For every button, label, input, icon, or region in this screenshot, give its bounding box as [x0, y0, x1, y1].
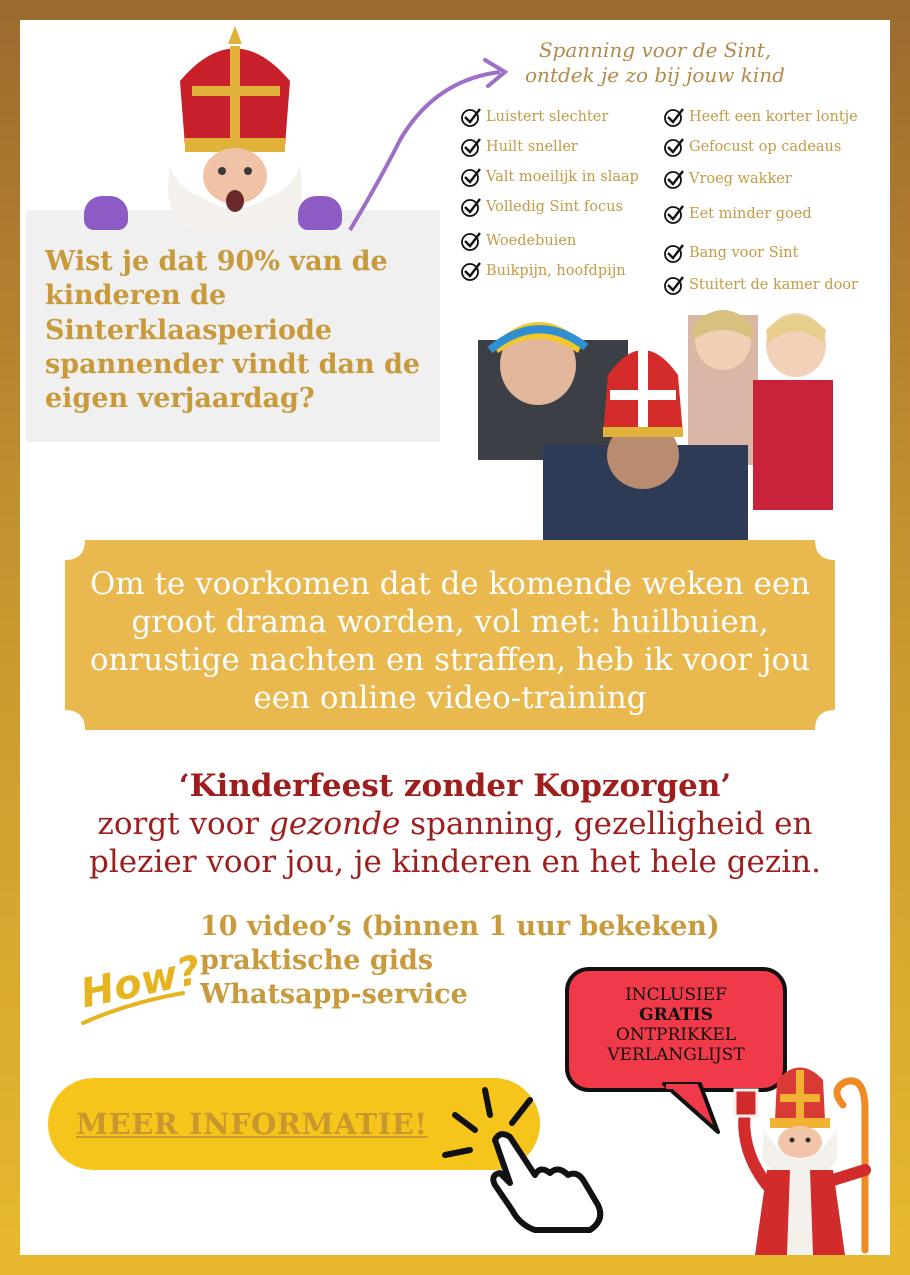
check-circle-icon	[663, 242, 685, 264]
cartoon-sinterklaas	[715, 1060, 885, 1255]
check-item	[460, 196, 623, 218]
fact-line: eigen verjaardag?	[45, 383, 315, 415]
slogan-emphasis: gezonde	[268, 805, 401, 842]
check-label: Bang voor Sint	[689, 245, 799, 261]
check-label: Huilt sneller	[486, 139, 578, 155]
left-glove	[84, 196, 128, 230]
check-circle-icon	[460, 260, 482, 282]
check-item	[460, 260, 626, 282]
check-label: Eet minder goed	[689, 206, 812, 222]
fact-text	[45, 245, 425, 416]
heading-line: ontdek je zo bij jouw kind	[525, 63, 785, 87]
bonus-line: GRATIS	[639, 1005, 713, 1026]
slogan-line	[60, 806, 850, 844]
how-label: How?	[76, 947, 205, 1018]
offer-banner-text	[80, 565, 820, 718]
banner-line: een online video-training	[253, 680, 647, 717]
bubble-tail	[660, 1084, 720, 1136]
bonus-line: VERLANGLIJST	[607, 1045, 745, 1066]
check-circle-icon	[460, 196, 482, 218]
banner-line: groot drama worden, vol met: huilbuien,	[131, 604, 769, 641]
fact-line: Wist je dat 90% van de	[45, 246, 388, 277]
pointing-hand-icon	[440, 1085, 610, 1235]
feature-item: 10 video’s (binnen 1 uur bekeken)	[200, 911, 720, 942]
check-item	[460, 136, 578, 158]
feature-item: praktische gids	[200, 944, 434, 976]
bonus-line: INCLUSIEF	[625, 985, 727, 1005]
kids-photo	[478, 295, 838, 545]
check-label: Buikpijn, hoofdpijn	[486, 263, 626, 279]
check-circle-icon	[663, 274, 685, 296]
check-item	[663, 203, 812, 225]
check-circle-icon	[663, 106, 685, 128]
fact-line: spannender vindt dan de	[45, 348, 421, 380]
slogan-line: plezier voor jou, je kinderen en het hele gezin.	[89, 843, 821, 880]
heading-line: Spanning voor de Sint,	[538, 38, 772, 62]
fact-line: Sinterklaasperiode	[45, 314, 333, 346]
check-item	[663, 168, 792, 190]
check-label: Gefocust op cadeaus	[689, 139, 842, 155]
banner-line: Om te voorkomen dat de komende weken een	[89, 566, 811, 602]
check-item	[663, 274, 858, 296]
check-label: Volledig Sint focus	[486, 199, 623, 215]
slogan-text: zorgt voor	[97, 805, 269, 842]
more-info-label[interactable]: MEER INFORMATIE!	[76, 1107, 428, 1141]
fact-line: kinderen de	[45, 280, 227, 312]
check-circle-icon	[663, 136, 685, 158]
check-label: Woedebuien	[486, 233, 577, 249]
check-circle-icon	[460, 166, 482, 188]
check-label: Heeft een korter lontje	[689, 109, 858, 125]
banner-line: onrustige nachten en straffen, heb ik voor jou	[89, 642, 811, 679]
check-label: Stuitert de kamer door	[689, 277, 858, 293]
checklist-heading	[490, 38, 820, 88]
feature-item: Whatsapp-service	[200, 978, 468, 1010]
how-doodle	[76, 938, 205, 1028]
check-circle-icon	[460, 136, 482, 158]
right-glove	[298, 196, 342, 230]
check-circle-icon	[460, 230, 482, 252]
training-title: ‘Kinderfeest zonder Kopzorgen’	[178, 768, 732, 804]
bonus-text	[569, 985, 783, 1065]
check-item	[460, 230, 576, 252]
training-slogan	[60, 768, 850, 881]
check-item	[460, 106, 608, 128]
check-label: Valt moeilijk in slaap	[486, 169, 639, 185]
check-item	[663, 106, 858, 128]
flyer	[20, 20, 890, 1255]
check-circle-icon	[460, 106, 482, 128]
check-label: Luistert slechter	[486, 109, 609, 125]
bonus-line: ONTPRIKKEL	[615, 1025, 737, 1046]
check-circle-icon	[663, 168, 685, 190]
check-item	[663, 242, 798, 264]
check-item	[663, 136, 841, 158]
check-circle-icon	[663, 203, 685, 225]
slogan-text: spanning, gezelligheid en	[400, 805, 813, 842]
sinterklaas-image	[140, 26, 330, 231]
check-item	[460, 166, 639, 188]
check-label: Vroeg wakker	[689, 171, 792, 187]
